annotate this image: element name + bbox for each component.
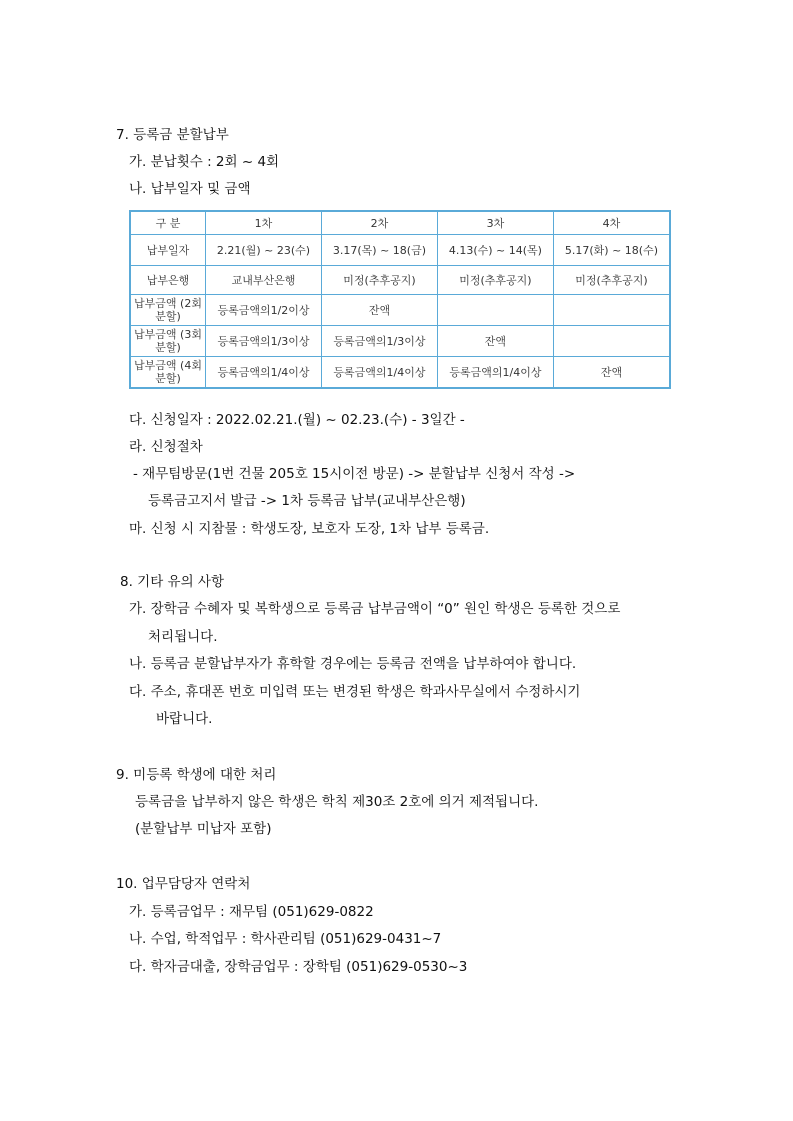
table-header-cell: 구 분: [130, 211, 206, 235]
note-c-line-1: 다. 주소, 휴대폰 번호 미입력 또는 변경된 학생은 학과사무실에서 수정하시기: [129, 684, 581, 700]
section-9-title: 9. 미등록 학생에 대한 처리: [116, 767, 277, 783]
table-cell: [437, 295, 553, 326]
table-cell: 등록금액의1/4이상: [321, 357, 437, 389]
section-7-title: 7. 등록금 분할납부: [116, 127, 229, 143]
required-items: 마. 신청 시 지참물 : 학생도장, 보호자 도장, 1차 납부 등록금.: [129, 521, 490, 537]
contact-academic: 나. 수업, 학적업무 : 학사관리팀 (051)629-0431~7: [129, 931, 442, 947]
table-cell: 미정(추후공지): [553, 266, 670, 295]
table-row: [130, 235, 670, 266]
table-cell: [553, 326, 670, 357]
table-header-cell: 4차: [553, 211, 670, 235]
table-cell: 등록금액의1/4이상: [206, 357, 322, 389]
table-cell: 2.21(월) ~ 23(수): [206, 235, 322, 266]
table-header-cell: 3차: [437, 211, 553, 235]
installment-table: [129, 210, 671, 389]
installment-count: 가. 분납횟수 : 2회 ~ 4회: [129, 154, 280, 170]
table-cell: 등록금액의1/2이상: [206, 295, 322, 326]
table-cell: 4.13(수) ~ 14(목): [437, 235, 553, 266]
table-cell: 납부은행: [130, 266, 206, 295]
table-cell: 납부금액 (4회분할): [130, 357, 206, 389]
procedure-line-2: 등록금고지서 발급 -> 1차 등록금 납부(교내부산은행): [148, 493, 466, 509]
table-cell: 잔액: [321, 295, 437, 326]
contact-tuition: 가. 등록금업무 : 재무팀 (051)629-0822: [129, 904, 374, 920]
note-c-line-2: 바랍니다.: [156, 711, 213, 727]
table-row: [130, 295, 670, 326]
section-10-title: 10. 업무담당자 연락처: [116, 876, 251, 892]
table-header-row: [130, 211, 670, 235]
table-cell: 등록금액의1/3이상: [206, 326, 322, 357]
section-8-title: 8. 기타 유의 사항: [120, 574, 224, 590]
note-a-line-2: 처리됩니다.: [148, 629, 218, 645]
table-cell: 납부일자: [130, 235, 206, 266]
table-cell: 3.17(목) ~ 18(금): [321, 235, 437, 266]
note-b: 나. 등록금 분할납부자가 휴학할 경우에는 등록금 전액을 납부하여야 합니다.: [129, 656, 577, 672]
unregistered-note: (분할납부 미납자 포함): [135, 821, 272, 837]
contact-scholarship: 다. 학자금대출, 장학금업무 : 장학팀 (051)629-0530~3: [129, 959, 468, 975]
table-cell: 등록금액의1/4이상: [437, 357, 553, 389]
payment-date-amount-heading: 나. 납부일자 및 금액: [129, 181, 251, 197]
table-header-cell: 2차: [321, 211, 437, 235]
table-cell: 미정(추후공지): [437, 266, 553, 295]
application-procedure-heading: 라. 신청절차: [129, 439, 203, 455]
table-cell: 등록금액의1/3이상: [321, 326, 437, 357]
table-cell: [553, 295, 670, 326]
table-header-cell: 1차: [206, 211, 322, 235]
table-row: [130, 357, 670, 389]
note-a-line-1: 가. 장학금 수혜자 및 복학생으로 등록금 납부금액이 “0” 원인 학생은 등록한 것으로: [129, 601, 621, 617]
table-cell: 잔액: [553, 357, 670, 389]
table-row: [130, 266, 670, 295]
table-cell: 납부금액 (3회분할): [130, 326, 206, 357]
table-cell: 5.17(화) ~ 18(수): [553, 235, 670, 266]
table-cell: 교내부산은행: [206, 266, 322, 295]
table-row: [130, 326, 670, 357]
procedure-line-1: - 재무팀방문(1번 건물 205호 15시이전 방문) -> 분할납부 신청서 작성 ->: [133, 466, 576, 482]
table-cell: 납부금액 (2회분할): [130, 295, 206, 326]
unregistered-rule: 등록금을 납부하지 않은 학생은 학칙 제30조 2호에 의거 제적됩니다.: [135, 794, 539, 810]
application-dates: 다. 신청일자 : 2022.02.21.(월) ~ 02.23.(수) - 3일간 -: [129, 412, 465, 428]
table-cell: 미정(추후공지): [321, 266, 437, 295]
table-cell: 잔액: [437, 326, 553, 357]
